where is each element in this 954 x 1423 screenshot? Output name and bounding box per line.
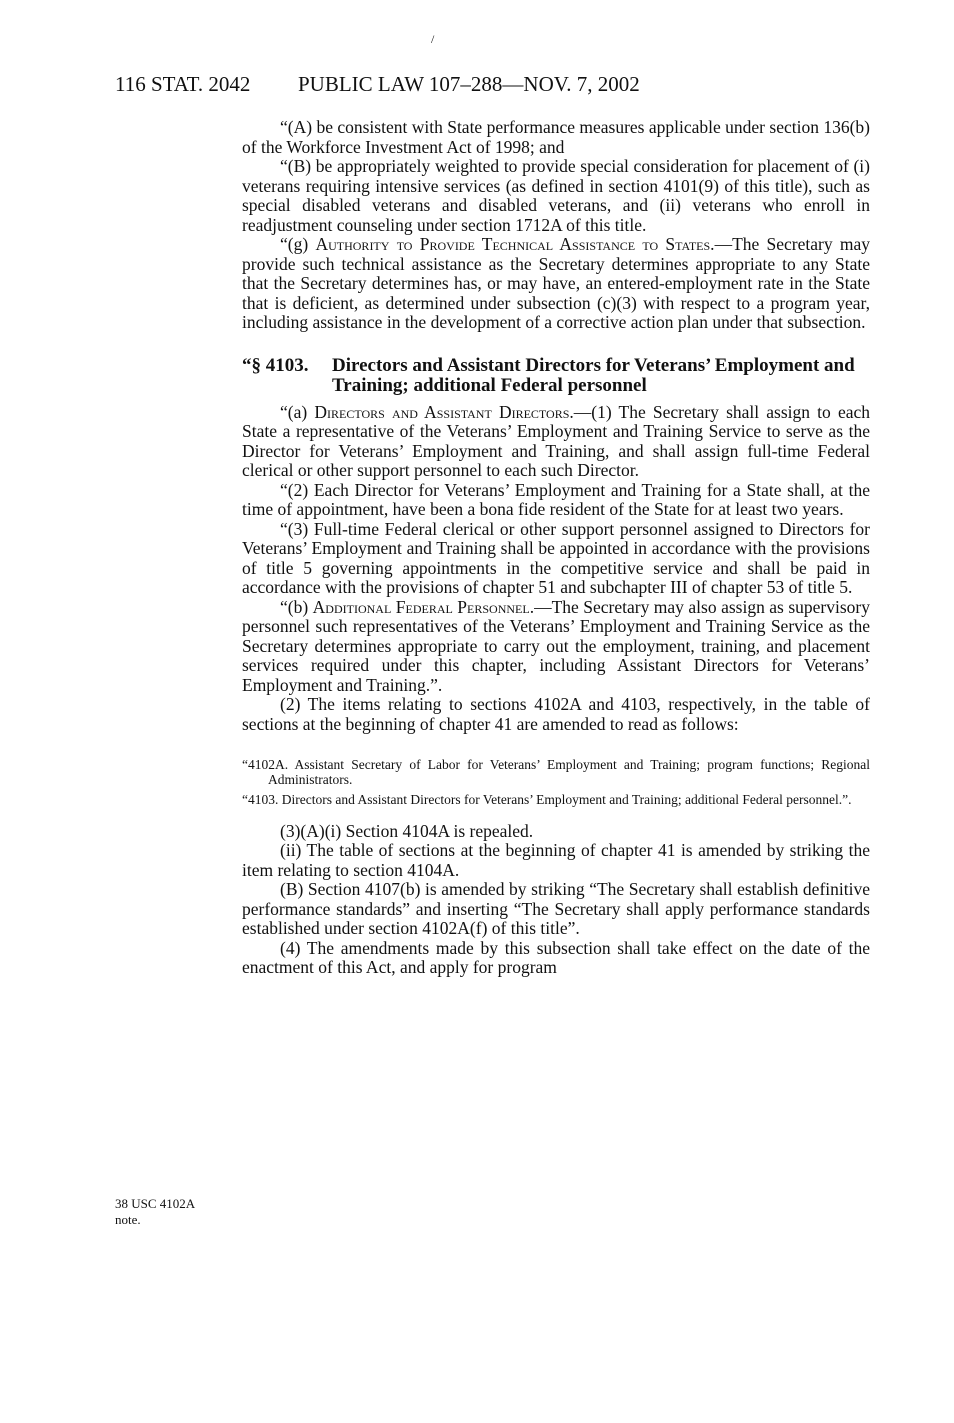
paragraph-b-additional: [242, 598, 870, 696]
margin-note-citation: 38 USC 4102A: [115, 1196, 196, 1211]
section-heading: [242, 356, 870, 397]
stat-page-number: 116 STAT. 2042: [115, 72, 251, 96]
paragraph-a-lead: “(a): [280, 401, 308, 422]
margin-note: [115, 1196, 195, 1228]
body-text: [242, 118, 870, 978]
paragraph-a-heading: Directors and Assistant Directors.: [314, 401, 574, 422]
paragraph-2: “(2) Each Director for Veterans’ Employment and Training for a State shall, at the time of appointment, have been a bona fide resident of the State for at least two years.: [242, 479, 870, 519]
paragraph-b-text: —The Secretary may also assign as supervisory personnel such representatives of the Veterans’ Employment and Training Service as the Secretary determines appropriate to carry out the employment, training, and placement services required under this chapter, including Assistant Directors for Veterans’ Employment and Training.”.: [242, 596, 871, 695]
paragraph-a-text: —(1) The Secretary shall assign to each State a representative of the Veterans’ Employment and Training Service to serve as the Director for Veterans’ Employment and Training, and shall assign full-time Federal clerical or other support personnel to each such Director.: [242, 401, 870, 480]
table-of-sections: [242, 758, 870, 808]
paragraph-g-heading: Authority to Provide Technical Assistance to States.: [315, 234, 715, 254]
amendment-3a-ii: (ii) The table of sections at the beginning of chapter 41 is amended by striking the item relating to section 4104A.: [242, 840, 870, 880]
paragraph-a: “(A) be consistent with State performance measures applicable under section 136(b) of the Workforce Investment Act of 1998; and: [242, 117, 870, 157]
paragraph-g-lead: “(g): [280, 234, 309, 254]
amendment-3a: (3)(A)(i) Section 4104A is repealed.: [280, 820, 534, 841]
paragraph-a-directors: [242, 403, 870, 481]
public-law-citation: PUBLIC LAW 107–288—NOV. 7, 2002: [298, 72, 640, 96]
page-header: [0, 72, 954, 102]
amendment-3b: (B) Section 4107(b) is amended by striking “The Secretary shall establish definitive performance standards” and inserting “The Secretary shall apply performance standards established under section 4102A(f) of this title”.: [242, 879, 870, 938]
paragraph-b-lead: “(b): [280, 596, 309, 617]
scan-mark: /: [431, 32, 435, 46]
toc-item-4102a: “4102A. Assistant Secretary of Labor for Veterans’ Employment and Training; program functions; Regional Administrators.: [242, 757, 870, 787]
paragraph-b: “(B) be appropriately weighted to provide special consideration for placement of (i) veterans requiring intensive services (as defined in section 4101(9) of this title), such as special disabled veterans and disabled veterans, and (ii) veterans who enroll in readjustment counseling under section 1712A of this title.: [242, 156, 870, 235]
paragraph-g: [242, 235, 870, 333]
paragraph-g-text: —The Secretary may provide such technical assistance as the Secretary determines appropriate to any State that the Secretary determines has, or may have, an entered-employment rate in the State that is deficient, as determined under subsection (c)(3) with respect to a program year, including assistance in the development of a corrective action plan under that subsection.: [242, 234, 871, 332]
amendment-2: (2) The items relating to sections 4102A and 4103, respectively, in the table of sections at the beginning of chapter 41 are amended to read as follows:: [242, 694, 870, 734]
margin-note-label: note.: [115, 1212, 141, 1227]
section-number: “§ 4103.: [242, 354, 309, 376]
toc-item-4103: “4103. Directors and Assistant Directors for Veterans’ Employment and Training; additional Federal personnel.”.: [242, 792, 852, 807]
paragraph-3: “(3) Full-time Federal clerical or other support personnel assigned to Directors for Veterans’ Employment and Training shall be appointed in accordance with the provisions of title 5 governing appointments in the competitive service and shall be paid in accordance with the provisions of chapter 51 and subchapter III of chapter 53 of title 5.: [242, 518, 870, 597]
section-title: Directors and Assistant Directors for Veterans’ Employment and Training; additional Federal personnel: [332, 354, 855, 396]
paragraph-b-heading: Additional Federal Personnel.: [312, 596, 535, 617]
amendment-4: (4) The amendments made by this subsection shall take effect on the date of the enactment of this Act, and apply for program: [242, 937, 870, 977]
